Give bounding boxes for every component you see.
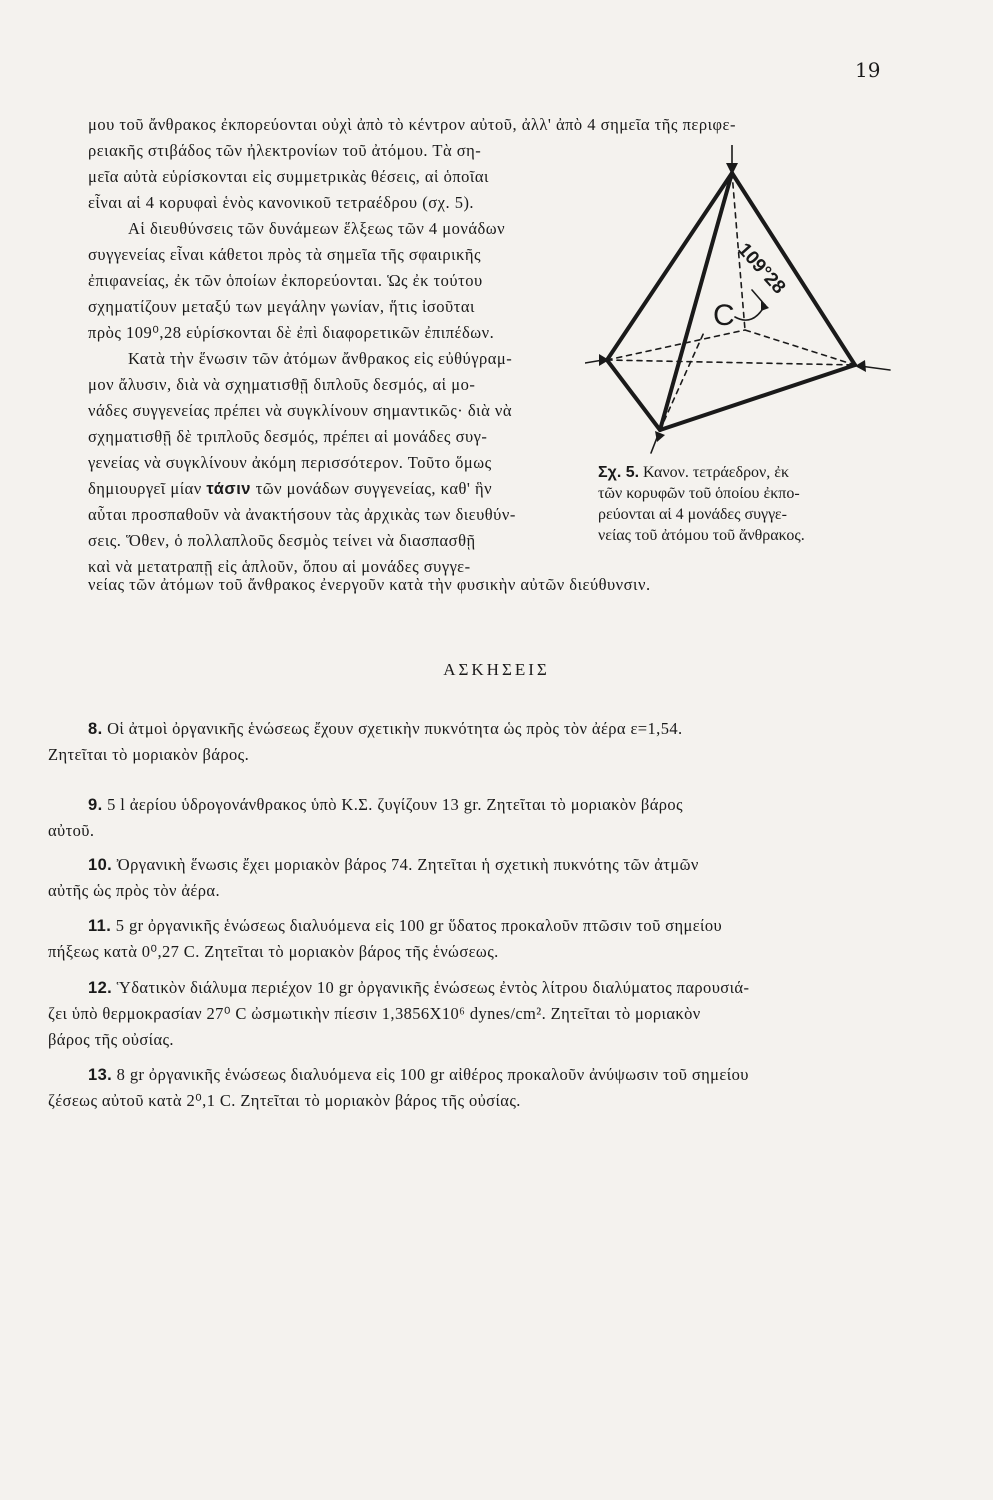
- exercise-number: 11.: [88, 917, 112, 935]
- exercise-text: 5 gr ὀργανικῆς ἑνώσεως διαλυόμενα εἰς 100 gr ὕδατος προκαλοῦν πτῶσιν τοῦ σημείου: [115, 916, 723, 935]
- text-line: γενείας νὰ συγκλίνουν ἀκόμη περισσότερον. Τοῦτο ὅμως: [88, 453, 492, 472]
- text-line: [88, 476, 578, 502]
- exercise-9: [48, 792, 888, 844]
- body-paragraph-top: [88, 112, 893, 138]
- exercise-10: [48, 852, 888, 904]
- text-line: Κατὰ τὴν ἕνωσιν τῶν ἀτόμων ἄνθρακος εἰς εὐθύγραμ-: [128, 349, 513, 368]
- text-line: σεις. Ὅθεν, ὁ πολλαπλοῦς δεσμὸς τείνει νὰ διασπασθῇ: [88, 531, 476, 550]
- caption-number: Σχ. 5.: [598, 464, 640, 481]
- arrowhead-icon: [726, 163, 738, 175]
- exercise-text: Οἱ ἀτμοὶ ὀργανικῆς ἑνώσεως ἔχουν σχετικὴν πυκνότητα ὡς πρὸς τὸν ἀέρα ε=1,54.: [107, 719, 683, 738]
- angle-arc: [735, 305, 765, 320]
- text-line: σχηματισθῇ δὲ τριπλοῦς δεσμός, πρέπει αἱ μονάδες συγ-: [88, 427, 488, 446]
- exercise-number: 9.: [88, 796, 103, 814]
- text-line: μον ἄλυσιν, διὰ νὰ σχηματισθῇ διπλοῦς δεσμός, αἱ μο-: [88, 375, 476, 394]
- text-line: συγγενείας εἶναι κάθετοι πρὸς τὰ σημεῖα τῆς σφαιρικῆς: [88, 245, 482, 264]
- exercise-text: πήξεως κατὰ 0⁰,27 C. Ζητεῖται τὸ μοριακὸν βάρος τῆς ἑνώσεως.: [48, 942, 499, 961]
- center-line: [607, 330, 745, 360]
- text-line: καὶ νὰ μετατραπῇ εἰς ἁπλοῦν, ὅπου αἱ μονάδες συγγε-: [88, 557, 471, 576]
- exercise-number: 13.: [88, 1066, 113, 1084]
- exercise-text: Ζητεῖται τὸ μοριακὸν βάρος.: [48, 745, 250, 764]
- exercise-text: ζει ὑπὸ θερμοκρασίαν 27⁰ C ὠσμωτικὴν πίεσιν 1,3856Χ10⁶ dynes/cm². Ζητεῖται τὸ μοριακὸν: [48, 1004, 701, 1023]
- text-line: νείας τῶν ἀτόμων τοῦ ἄνθρακος ἐνεργοῦν κατὰ τὴν φυσικὴν αὐτῶν διεύθυνσιν.: [88, 575, 651, 594]
- arrowhead-icon: [855, 360, 866, 372]
- exercise-text: Ὑδατικὸν διάλυμα περιέχον 10 gr ὀργανικῆς ἑνώσεως ἐντὸς λίτρου διαλύματος παρουσιά-: [116, 978, 750, 997]
- text-line: ἐπιφανείας, ἐκ τῶν ὁποίων ἐκπορεύονται. Ὡς ἐκ τούτου: [88, 271, 483, 290]
- tetra-hidden-edge: [607, 360, 855, 365]
- text-line: αὗται προσπαθοῦν νὰ ἀνακτήσουν τὰς ἀρχικὰς των διευθύν-: [88, 505, 516, 524]
- arrowhead-icon: [761, 300, 769, 311]
- text-fragment: δημιουργεῖ μίαν: [88, 479, 202, 498]
- text-line: μου τοῦ ἄνθρακος ἐκπορεύονται οὐχὶ ἀπὸ τὸ κέντρον αὐτοῦ, ἀλλ' ἀπὸ 4 σημεῖα τῆς περιφε-: [88, 115, 736, 134]
- body-paragraph-column: [88, 138, 578, 580]
- exercises-heading: ΑΣΚΗΣΕΙΣ: [443, 660, 550, 679]
- caption-line: [598, 462, 898, 483]
- exercise-number: 12.: [88, 979, 113, 997]
- emphasis-tasin: τάσιν: [206, 480, 251, 498]
- figure-caption: [598, 462, 898, 546]
- exercise-number: 8.: [88, 720, 103, 738]
- exercise-text: Ὀργανικὴ ἕνωσις ἔχει μοριακὸν βάρος 74. Ζητεῖται ἡ σχετικὴ πυκνότης τῶν ἀτμῶν: [116, 855, 699, 874]
- exercise-number: 10.: [88, 856, 113, 874]
- tetra-edge: [607, 360, 660, 430]
- exercise-text: αὐτοῦ.: [48, 821, 95, 840]
- center-line: [745, 330, 855, 365]
- exercise-text: βάρος τῆς οὐσίας.: [48, 1030, 174, 1049]
- caption-line: νείας τοῦ ἀτόμου τοῦ ἄνθρακος.: [598, 527, 805, 544]
- carbon-label: C: [713, 299, 735, 332]
- caption-line: τῶν κορυφῶν τοῦ ὁποίου ἐκπο-: [598, 485, 800, 502]
- text-line: πρὸς 109⁰,28 εὑρίσκονται δὲ ἐπὶ διαφορετικῶν ἐπιπέδων.: [88, 323, 495, 342]
- text-line: μεῖα αὐτὰ εὑρίσκονται εἰς συμμετρικὰς θέσεις, αἱ ὁποῖαι: [88, 167, 489, 186]
- caption-text: Κανον. τετράεδρον, ἐκ: [643, 464, 790, 481]
- exercise-8: [48, 716, 888, 768]
- exercise-13: [48, 1062, 888, 1114]
- tetra-edge: [660, 365, 855, 430]
- exercise-text: 8 gr ὀργανικῆς ἑνώσεως διαλυόμενα εἰς 100 gr αἰθέρος προκαλοῦν ἀνύψωσιν τοῦ σημείου: [116, 1065, 749, 1084]
- text-line: ρειακῆς στιβάδος τῶν ἠλεκτρονίων τοῦ ἀτόμου. Τὰ ση-: [88, 141, 482, 160]
- text-fragment: τῶν μονάδων συγγενείας, καθ' ἣν: [255, 479, 493, 498]
- exercise-text: 5 l ἀερίου ὑδρογονάνθρακος ὑπὸ Κ.Σ. ζυγίζουν 13 gr. Ζητεῖται τὸ μοριακὸν βάρος: [107, 795, 683, 814]
- exercise-11: [48, 913, 888, 965]
- body-paragraph-bottom: [88, 572, 893, 598]
- page-number: 19: [855, 58, 881, 82]
- tetrahedron-figure: [585, 145, 895, 455]
- caption-line: ρεύονται αἱ 4 μονάδες συγγε-: [598, 506, 787, 523]
- exercise-text: ζέσεως αὐτοῦ κατὰ 2⁰,1 C. Ζητεῖται τὸ μοριακὸν βάρος τῆς οὐσίας.: [48, 1091, 521, 1110]
- text-line: νάδες συγγενείας πρέπει νὰ συγκλίνουν σημαντικῶς· διὰ νὰ: [88, 401, 512, 420]
- exercise-12: [48, 975, 888, 1053]
- exercise-text: αὐτῆς ὡς πρὸς τὸν ἀέρα.: [48, 881, 220, 900]
- text-line: Αἱ διευθύνσεις τῶν δυνάμεων ἕλξεως τῶν 4 μονάδων: [128, 219, 506, 238]
- angle-label: 109°28: [733, 239, 790, 299]
- text-line: εἶναι αἱ 4 κορυφαὶ ἑνὸς κανονικοῦ τετραέδρου (σχ. 5).: [88, 193, 475, 212]
- text-line: σχηματίζουν μεταξύ των μεγάλην γωνίαν, ἥτις ἰσοῦται: [88, 297, 475, 316]
